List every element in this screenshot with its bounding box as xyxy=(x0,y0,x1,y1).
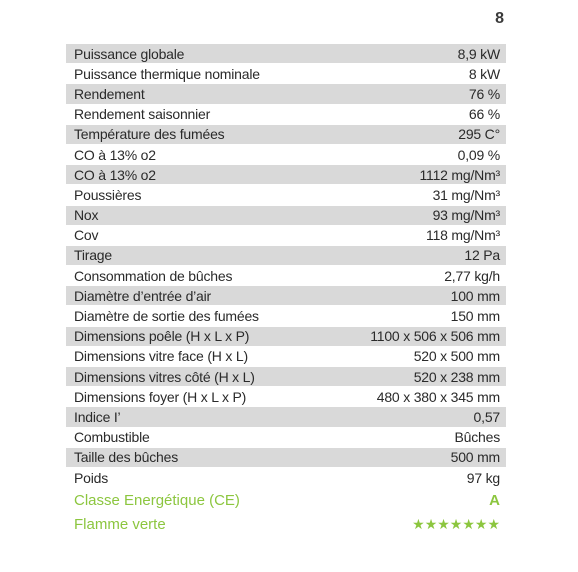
spec-label: CO à 13% o2 xyxy=(74,146,156,163)
energy-class-value: A xyxy=(489,491,500,509)
spec-row xyxy=(66,428,506,448)
spec-value: 295 C° xyxy=(458,126,500,143)
spec-label: Puissance thermique nominale xyxy=(74,65,260,82)
spec-row xyxy=(66,327,506,347)
spec-row xyxy=(66,448,506,468)
spec-value: 1112 mg/Nm³ xyxy=(419,166,500,183)
spec-label: Cov xyxy=(74,227,99,244)
green-flame-row xyxy=(66,512,506,536)
star-rating-icon: ★★★★★★★ xyxy=(412,515,500,532)
spec-value: 66 % xyxy=(468,106,500,123)
spec-row xyxy=(66,84,506,104)
spec-value: 520 x 238 mm xyxy=(413,368,500,385)
energy-class-row xyxy=(66,488,506,512)
spec-label: Tirage xyxy=(74,247,112,264)
spec-value: 500 mm xyxy=(450,449,500,466)
spec-label: Dimensions poêle (H x L x P) xyxy=(74,328,250,345)
spec-label: Diamètre de sortie des fumées xyxy=(74,308,259,325)
spec-value: 97 kg xyxy=(466,469,500,486)
spec-label: Rendement saisonnier xyxy=(74,106,211,123)
spec-label: Poussières xyxy=(74,186,142,203)
spec-row xyxy=(66,286,506,306)
spec-value: 100 mm xyxy=(450,287,500,304)
spec-label: Nox xyxy=(74,207,99,224)
spec-row xyxy=(66,347,506,367)
spec-value: 93 mg/Nm³ xyxy=(432,207,500,224)
spec-value: 0,09 % xyxy=(457,146,500,163)
spec-row xyxy=(66,266,506,286)
spec-row xyxy=(66,44,506,64)
green-flame-label: Flamme verte xyxy=(74,515,166,533)
spec-value: 520 x 500 mm xyxy=(413,348,500,365)
spec-value: 150 mm xyxy=(450,308,500,325)
spec-value: 118 mg/Nm³ xyxy=(426,227,500,244)
spec-row xyxy=(66,185,506,205)
spec-row xyxy=(66,306,506,326)
spec-row xyxy=(66,125,506,145)
spec-row xyxy=(66,206,506,226)
spec-label: Indice I’ xyxy=(74,408,121,425)
spec-label: CO à 13% o2 xyxy=(74,166,156,183)
spec-label: Dimensions vitre face (H x L) xyxy=(74,348,248,365)
spec-row xyxy=(66,64,506,84)
spec-label: Poids xyxy=(74,469,109,486)
spec-value: 8 kW xyxy=(468,65,500,82)
spec-value: 12 Pa xyxy=(464,247,500,264)
spec-row xyxy=(66,407,506,427)
spec-label: Puissance globale xyxy=(74,45,185,62)
spec-value: 2,77 kg/h xyxy=(444,267,500,284)
spec-value: 76 % xyxy=(468,85,500,102)
page-number: 8 xyxy=(495,10,504,27)
spec-label: Dimensions foyer (H x L x P) xyxy=(74,388,247,405)
energy-class-label: Classe Energétique (CE) xyxy=(74,491,240,509)
spec-row xyxy=(66,387,506,407)
spec-label: Taille des bûches xyxy=(74,449,178,466)
spec-value: 480 x 380 x 345 mm xyxy=(376,388,500,405)
spec-value: Bûches xyxy=(454,429,500,446)
spec-value: 31 mg/Nm³ xyxy=(432,186,500,203)
spec-row xyxy=(66,226,506,246)
spec-label: Dimensions vitres côté (H x L) xyxy=(74,368,255,385)
spec-table xyxy=(66,44,506,536)
spec-row xyxy=(66,468,506,488)
spec-row xyxy=(66,246,506,266)
spec-row xyxy=(66,165,506,185)
spec-label: Diamètre d’entrée d’air xyxy=(74,287,212,304)
spec-label: Consommation de bûches xyxy=(74,267,233,284)
spec-label: Combustible xyxy=(74,429,150,446)
spec-row xyxy=(66,367,506,387)
spec-value: 8,9 kW xyxy=(457,45,500,62)
spec-label: Rendement xyxy=(74,85,145,102)
spec-row xyxy=(66,145,506,165)
spec-row xyxy=(66,105,506,125)
spec-label: Température des fumées xyxy=(74,126,225,143)
spec-value: 1100 x 506 x 506 mm xyxy=(370,328,500,345)
spec-value: 0,57 xyxy=(473,408,500,425)
